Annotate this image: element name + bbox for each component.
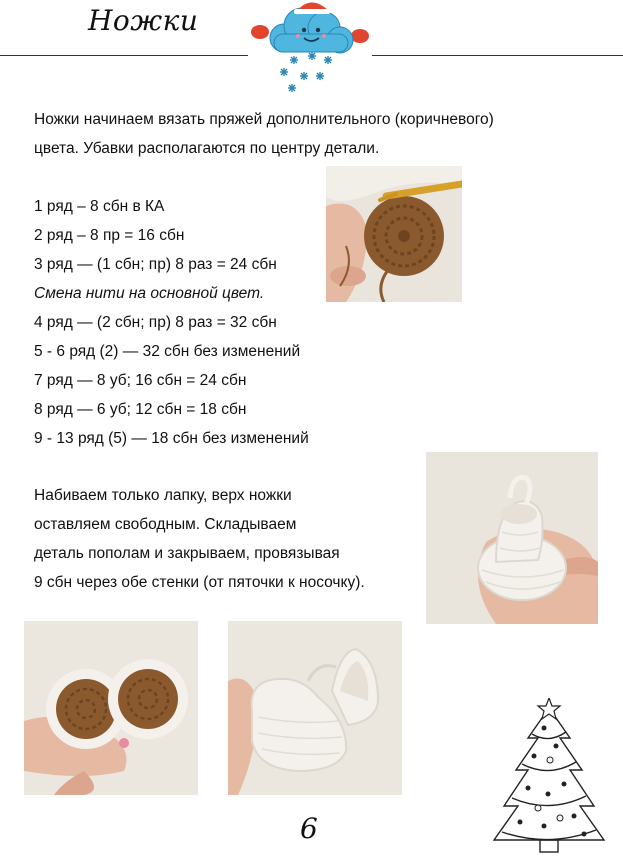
stuffing-paragraph: [34, 481, 365, 597]
stuffing-line: Набиваем только лапку, верх ножки: [34, 487, 292, 504]
intro-line: цвета. Убавки располагаются по центру детали.: [34, 140, 380, 157]
stuffing-line: 9 сбн через обе стенки (от пяточки к носочку).: [34, 574, 365, 591]
photo-brown-soles: [24, 621, 198, 795]
intro-paragraph: [34, 105, 494, 163]
row-instructions: [34, 192, 309, 453]
page-title: Ножки: [88, 4, 199, 37]
intro-line: Ножки начинаем вязать пряжей дополнительного (коричневого): [34, 111, 494, 128]
row-8: 8 ряд — 6 уб; 12 сбн = 18 сбн: [34, 401, 247, 418]
row-2: 2 ряд – 8 пр = 16 сбн: [34, 227, 185, 244]
row-3: 3 ряд — (1 сбн; пр) 8 раз = 24 сбн: [34, 256, 277, 273]
row-4: 4 ряд — (2 сбн; пр) 8 раз = 32 сбн: [34, 314, 277, 331]
stuffing-line: оставляем свободным. Складываем: [34, 516, 297, 533]
snow-cloud-icon: [244, 0, 376, 96]
row-1: 1 ряд – 8 сбн в КА: [34, 198, 165, 215]
color-change-note: Смена нити на основной цвет.: [34, 285, 265, 302]
photo-brown-circle: [326, 166, 462, 302]
row-7: 7 ряд — 8 уб; 16 сбн = 24 сбн: [34, 372, 247, 389]
page-number: 6: [300, 812, 318, 845]
photo-folded-foot: [228, 621, 402, 795]
photo-white-foot: [426, 452, 598, 624]
header-rule-left: [0, 55, 248, 56]
row-5-6: 5 - 6 ряд (2) — 32 сбн без изменений: [34, 343, 301, 360]
stuffing-line: деталь пополам и закрываем, провязывая: [34, 545, 340, 562]
header-rule-right: [372, 55, 623, 56]
row-9-13: 9 - 13 ряд (5) — 18 сбн без изменений: [34, 430, 309, 447]
christmas-tree-icon: [488, 698, 610, 854]
